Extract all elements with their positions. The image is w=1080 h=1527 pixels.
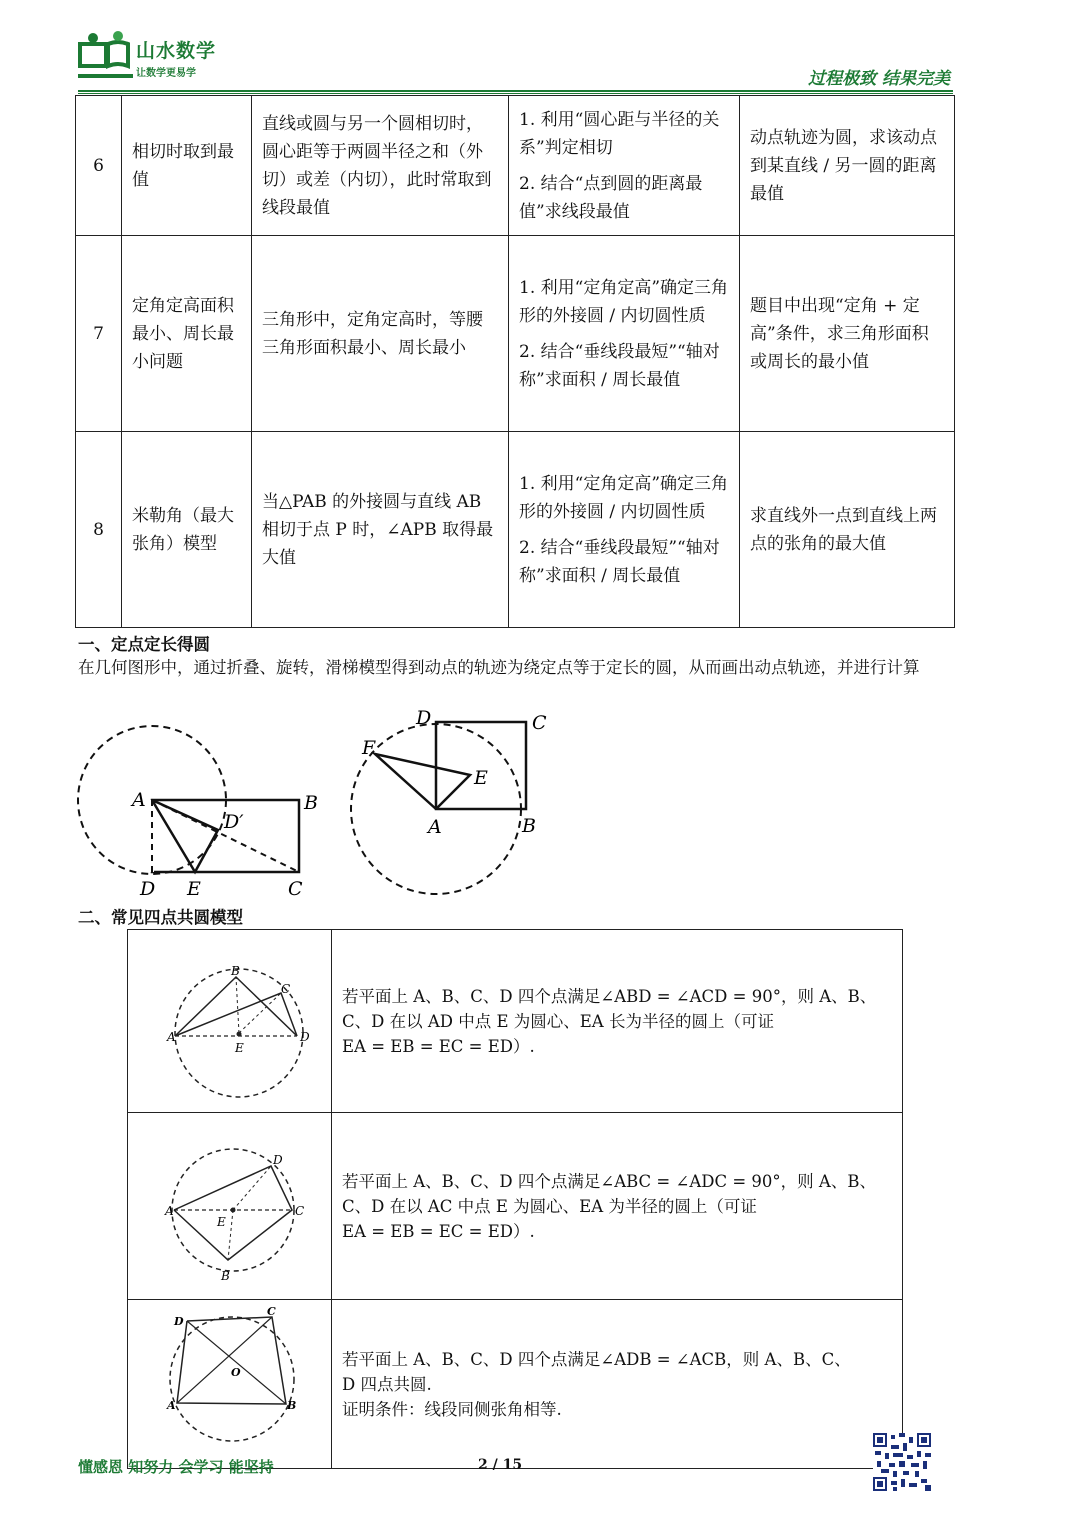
- label-D: D: [140, 878, 156, 900]
- logo-subtitle: 让数学更易学: [136, 68, 196, 79]
- model-methods: [509, 96, 740, 236]
- model-scenario: 动点轨迹为圆，求该动点到某直线 / 另一圆的距离最值: [740, 96, 955, 236]
- label-F: F: [362, 737, 376, 759]
- label-A: A: [167, 1030, 176, 1044]
- label-B: B: [304, 792, 318, 814]
- label-D: D: [273, 1153, 283, 1167]
- label-D: D: [300, 1030, 310, 1044]
- label-C: C: [532, 712, 547, 734]
- theorem-line: 证明条件：线段同侧张角相等.: [342, 1399, 562, 1419]
- section-heading-2: 二、常见四点共圆模型: [78, 908, 243, 927]
- label-C: C: [281, 982, 291, 996]
- method-item: 1. 利用“定角定高”确定三角形的外接圆 / 内切圆性质: [519, 473, 729, 522]
- models-table: [75, 95, 955, 628]
- model-scenario: 题目中出现“定角 + 定高”条件，求三角形面积或周长的最小值: [740, 236, 955, 432]
- model-description: 当△PAB 的外接圆与直线 AB 相切于点 P 时，∠APB 取得最大值: [252, 432, 509, 628]
- theorem-cell: [332, 1113, 903, 1300]
- method-item: 1. 利用“定角定高”确定三角形的外接圆 / 内切圆性质: [519, 277, 729, 326]
- label-E: E: [235, 1041, 244, 1055]
- model-methods: [509, 236, 740, 432]
- label-C: C: [288, 878, 303, 900]
- label-B: B: [221, 1269, 230, 1283]
- footer-motto: 懂感恩 知努力 会学习 能坚持: [78, 1458, 274, 1476]
- model-name: 米勒角（最大张角）模型: [122, 432, 252, 628]
- header-slogan: 过程极致 结果完美: [808, 69, 950, 89]
- row-number: 8: [76, 432, 122, 628]
- section-paragraph-1: 在几何图形中，通过折叠、旋转，滑梯模型得到动点的轨迹为绕定点等于定长的圆，从而画出动点轨迹，并进行计算: [78, 658, 920, 677]
- table-row: [76, 96, 955, 236]
- model-name: 定角定高面积最小、周长最小问题: [122, 236, 252, 432]
- label-A: A: [165, 1204, 174, 1218]
- theorem-line: EA = EB = EC = ED）.: [342, 1036, 535, 1056]
- theorem-line: EA = EB = EC = ED）.: [342, 1221, 535, 1241]
- model-methods: [509, 432, 740, 628]
- table-row: [128, 1113, 903, 1300]
- model-scenario: 求直线外一点到直线上两点的张角的最大值: [740, 432, 955, 628]
- theorem-line: 若平面上 A、B、C、D 四个点满足∠ABD = ∠ACD = 90°，则 A、B、: [342, 986, 877, 1006]
- theorem-line: 若平面上 A、B、C、D 四个点满足∠ABC = ∠ADC = 90°，则 A、B、: [342, 1171, 876, 1191]
- label-C: C: [267, 1305, 276, 1318]
- theorem-line: C、D 在以 AC 中点 E 为圆心、EA 为半径的圆上（可证: [342, 1196, 757, 1216]
- figure-rotate-square: [350, 702, 570, 902]
- label-O: O: [231, 1366, 241, 1379]
- label-B: B: [287, 1399, 297, 1412]
- figure-concyclic-3: [129, 1301, 333, 1463]
- method-item: 1. 利用“圆心距与半径的关系”判定相切: [519, 109, 720, 158]
- label-D: D: [174, 1315, 184, 1328]
- model-name: 相切时取到最值: [122, 96, 252, 236]
- figure-fold-rectangle: [70, 712, 340, 902]
- concyclic-table: [127, 929, 903, 1469]
- figure-cell: [128, 1113, 332, 1300]
- theorem-line: 若平面上 A、B、C、D 四个点满足∠ADB = ∠ACB，则 A、B、C、: [342, 1349, 851, 1369]
- label-B: B: [231, 964, 240, 978]
- theorem-line: D 四点共圆.: [342, 1374, 432, 1394]
- figure-concyclic-2: [129, 1114, 333, 1294]
- label-D-prime: D′: [224, 811, 244, 833]
- label-C: C: [295, 1204, 305, 1218]
- row-number: 6: [76, 96, 122, 236]
- model-description: 三角形中，定角定高时，等腰三角形面积最小、周长最小: [252, 236, 509, 432]
- label-D: D: [416, 707, 432, 729]
- figure-cell: [128, 1300, 332, 1469]
- label-B: B: [522, 815, 536, 837]
- model-description: 直线或圆与另一个圆相切时，圆心距等于两圆半径之和（外切）或差（内切），此时常取到线段最值: [252, 96, 509, 236]
- method-item: 2. 结合“垂线段最短”“轴对称”求面积 / 周长最值: [519, 341, 720, 390]
- label-A: A: [132, 789, 146, 811]
- label-E: E: [217, 1215, 226, 1229]
- table-row: [128, 1300, 903, 1469]
- section-heading-1: 一、定点定长得圆: [78, 635, 210, 654]
- method-item: 2. 结合“点到圆的距离最值”求线段最值: [519, 173, 703, 222]
- page-number: 2 / 15: [478, 1457, 523, 1473]
- figure-concyclic-1: [129, 931, 333, 1107]
- table-row: [76, 432, 955, 628]
- logo-title: 山水数学: [136, 40, 217, 62]
- theorem-cell: [332, 1300, 903, 1469]
- figure-cell: [128, 930, 332, 1113]
- qr-code-icon: [873, 1433, 931, 1491]
- header-rule-thin: [78, 93, 953, 94]
- label-E: E: [474, 767, 488, 789]
- label-A: A: [167, 1399, 176, 1412]
- label-A: A: [428, 816, 442, 838]
- theorem-line: C、D 在以 AD 中点 E 为圆心、EA 长为半径的圆上（可证: [342, 1011, 774, 1031]
- table-row: [76, 236, 955, 432]
- method-item: 2. 结合“垂线段最短”“轴对称”求面积 / 周长最值: [519, 537, 720, 586]
- row-number: 7: [76, 236, 122, 432]
- header-rule: [78, 90, 953, 92]
- label-E: E: [187, 878, 201, 900]
- theorem-cell: [332, 930, 903, 1113]
- table-row: [128, 930, 903, 1113]
